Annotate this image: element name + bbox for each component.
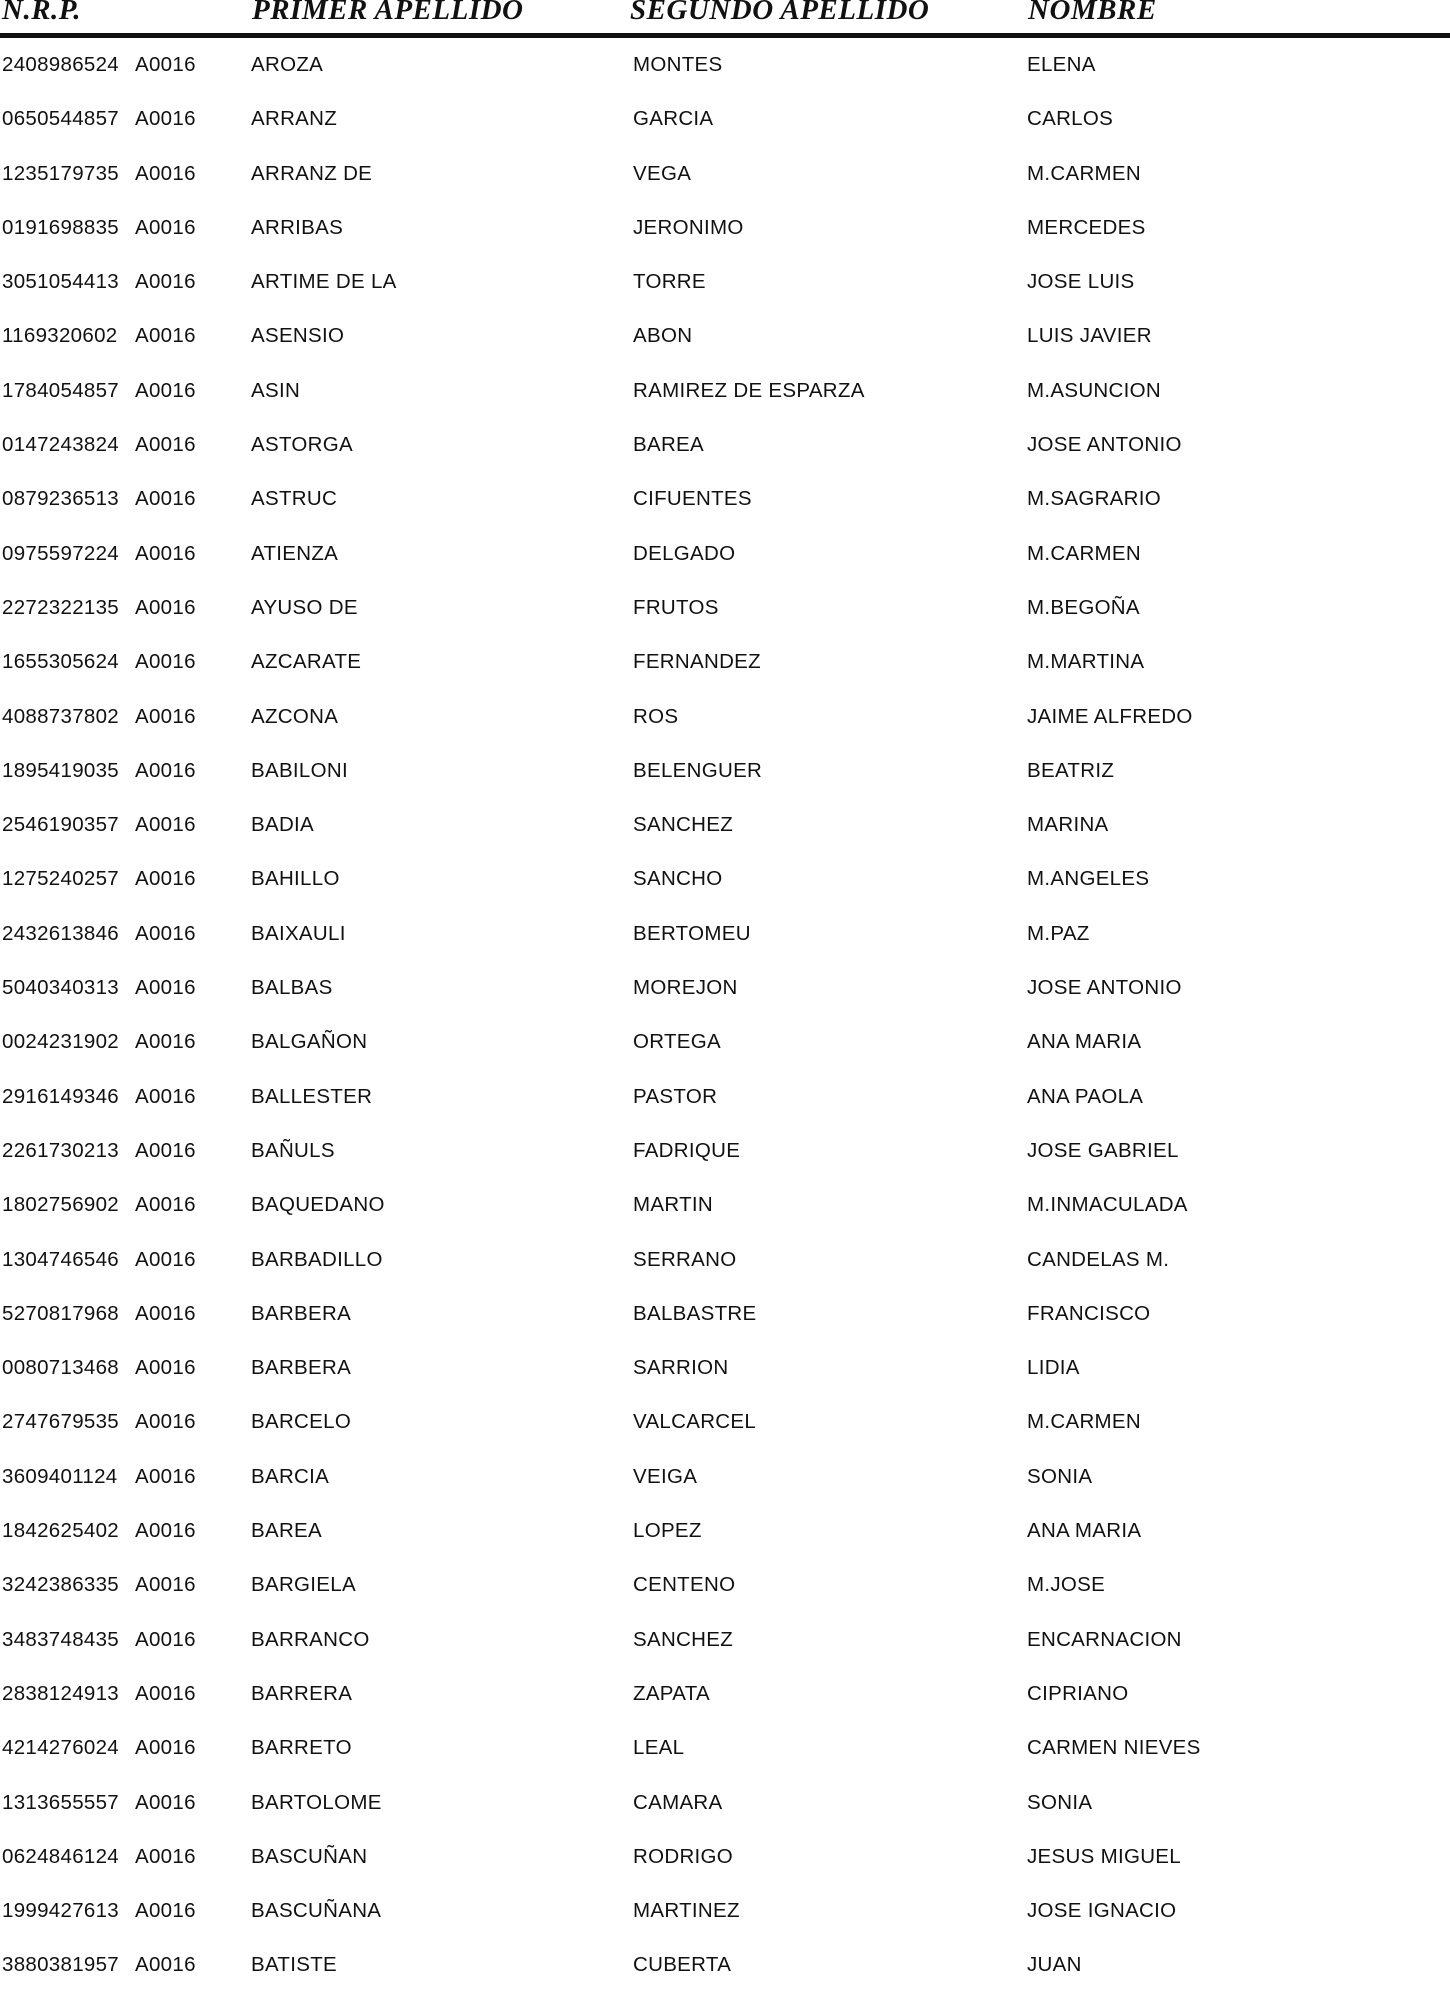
cell-primer-apellido: AZCARATE (251, 650, 362, 674)
cell-primer-apellido: ARRIBAS (251, 215, 344, 239)
cell-code: A0016 (135, 758, 196, 782)
cell-segundo-apellido: ABON (633, 324, 693, 348)
cell-code: A0016 (135, 161, 196, 185)
cell-segundo-apellido: MARTINEZ (633, 1899, 740, 1923)
cell-primer-apellido: BADIA (251, 813, 315, 837)
table-row (0, 808, 1450, 862)
cell-nrp: 0624846124 (2, 1844, 120, 1868)
cell-nombre: MERCEDES (1027, 215, 1146, 239)
cell-primer-apellido: ASENSIO (251, 324, 345, 348)
cell-primer-apellido: ASIN (251, 378, 301, 402)
cell-nrp: 4088737802 (2, 704, 120, 728)
table-row (0, 754, 1450, 808)
cell-nombre: MARINA (1027, 813, 1109, 837)
cell-primer-apellido: ARTIME DE LA (251, 270, 397, 294)
cell-nombre: M.PAZ (1027, 921, 1090, 945)
table-row (0, 1623, 1450, 1677)
cell-segundo-apellido: SANCHEZ (633, 813, 734, 837)
cell-segundo-apellido: MOREJON (633, 976, 738, 1000)
header-segundo-apellido: SEGUNDO APELLIDO (630, 0, 930, 26)
cell-nrp: 3880381957 (2, 1953, 120, 1977)
cell-segundo-apellido: LOPEZ (633, 1519, 702, 1543)
cell-code: A0016 (135, 1247, 196, 1271)
cell-primer-apellido: BARBERA (251, 1301, 352, 1325)
cell-primer-apellido: AYUSO DE (251, 595, 358, 619)
table-row (0, 1731, 1450, 1785)
cell-code: A0016 (135, 921, 196, 945)
table-row (0, 211, 1450, 265)
cell-primer-apellido: BASCUÑAN (251, 1844, 368, 1868)
cell-nrp: 2546190357 (2, 813, 120, 837)
cell-nombre: CARMEN NIEVES (1027, 1736, 1201, 1760)
cell-primer-apellido: AROZA (251, 53, 324, 76)
table-row (0, 428, 1450, 482)
cell-segundo-apellido: BELENGUER (633, 758, 763, 782)
cell-code: A0016 (135, 324, 196, 348)
cell-segundo-apellido: RODRIGO (633, 1844, 734, 1868)
cell-segundo-apellido: MARTIN (633, 1193, 714, 1217)
table-row (0, 265, 1450, 319)
cell-code: A0016 (135, 1301, 196, 1325)
cell-nrp: 1842625402 (2, 1519, 120, 1543)
cell-segundo-apellido: CAMARA (633, 1790, 723, 1814)
cell-nombre: CIPRIANO (1027, 1681, 1129, 1705)
cell-segundo-apellido: CIFUENTES (633, 487, 752, 511)
cell-segundo-apellido: SERRANO (633, 1247, 737, 1271)
cell-nombre: ANA PAOLA (1027, 1084, 1144, 1108)
cell-nombre: CARLOS (1027, 107, 1114, 131)
cell-nombre: M.BEGOÑA (1027, 595, 1140, 619)
table-row (0, 537, 1450, 591)
cell-nrp: 1235179735 (2, 161, 120, 185)
cell-code: A0016 (135, 867, 196, 891)
cell-nrp: 1784054857 (2, 378, 120, 402)
cell-segundo-apellido: SANCHO (633, 867, 723, 891)
cell-code: A0016 (135, 1899, 196, 1923)
cell-segundo-apellido: BAREA (633, 433, 704, 457)
cell-nombre: ANA MARIA (1027, 1519, 1142, 1543)
cell-nombre: JOSE LUIS (1027, 270, 1135, 294)
cell-nombre: FRANCISCO (1027, 1301, 1151, 1325)
header-nombre: NOMBRE (1028, 0, 1157, 26)
cell-code: A0016 (135, 976, 196, 1000)
cell-primer-apellido: ATIENZA (251, 541, 339, 565)
table-row (0, 1460, 1450, 1514)
cell-code: A0016 (135, 215, 196, 239)
cell-primer-apellido: BARBERA (251, 1356, 352, 1380)
cell-nombre: M.ANGELES (1027, 867, 1150, 891)
cell-nrp: 1895419035 (2, 758, 120, 782)
cell-code: A0016 (135, 270, 196, 294)
cell-code: A0016 (135, 1573, 196, 1597)
cell-code: A0016 (135, 1844, 196, 1868)
cell-code: A0016 (135, 595, 196, 619)
cell-code: A0016 (135, 53, 196, 76)
header-primer-apellido: PRIMER APELLIDO (252, 0, 524, 26)
cell-code: A0016 (135, 1084, 196, 1108)
table-row (0, 1405, 1450, 1459)
table-row (0, 917, 1450, 971)
cell-segundo-apellido: VEGA (633, 161, 692, 185)
cell-segundo-apellido: BERTOMEU (633, 921, 751, 945)
cell-primer-apellido: BARRANCO (251, 1627, 370, 1651)
header-rule (0, 33, 1450, 38)
cell-segundo-apellido: FRUTOS (633, 595, 719, 619)
cell-nombre: SONIA (1027, 1464, 1093, 1488)
cell-nrp: 1802756902 (2, 1193, 120, 1217)
table-row (0, 700, 1450, 754)
table-row (0, 48, 1450, 102)
table-row (0, 1080, 1450, 1134)
cell-nrp: 5040340313 (2, 976, 120, 1000)
cell-nombre: M.JOSE (1027, 1573, 1106, 1597)
cell-segundo-apellido: ZAPATA (633, 1681, 710, 1705)
cell-code: A0016 (135, 1410, 196, 1434)
cell-segundo-apellido: MONTES (633, 53, 723, 76)
cell-nrp: 3242386335 (2, 1573, 120, 1597)
cell-primer-apellido: BAÑULS (251, 1138, 335, 1162)
cell-nombre: CANDELAS M. (1027, 1247, 1170, 1271)
table-row (0, 1840, 1450, 1894)
cell-segundo-apellido: FADRIQUE (633, 1138, 741, 1162)
cell-code: A0016 (135, 650, 196, 674)
cell-code: A0016 (135, 487, 196, 511)
cell-segundo-apellido: JERONIMO (633, 215, 744, 239)
cell-segundo-apellido: DELGADO (633, 541, 736, 565)
table-row (0, 1514, 1450, 1568)
cell-primer-apellido: BARCIA (251, 1464, 330, 1488)
cell-primer-apellido: BARCELO (251, 1410, 352, 1434)
cell-nrp: 3609401124 (2, 1464, 118, 1488)
cell-nombre: BEATRIZ (1027, 758, 1115, 782)
table-row (0, 1351, 1450, 1405)
cell-primer-apellido: ASTORGA (251, 433, 353, 457)
table-row (0, 1297, 1450, 1351)
table-row (0, 1025, 1450, 1079)
cell-nombre: JOSE GABRIEL (1027, 1138, 1179, 1162)
cell-segundo-apellido: LEAL (633, 1736, 685, 1760)
cell-nrp: 0975597224 (2, 541, 120, 565)
cell-code: A0016 (135, 1790, 196, 1814)
cell-nrp: 4214276024 (2, 1736, 120, 1760)
cell-nombre: M.CARMEN (1027, 541, 1142, 565)
table-row (0, 102, 1450, 156)
table-row (0, 1948, 1450, 2002)
cell-segundo-apellido: ROS (633, 704, 679, 728)
cell-nrp: 0080713468 (2, 1356, 120, 1380)
cell-primer-apellido: ARRANZ (251, 107, 338, 131)
cell-code: A0016 (135, 378, 196, 402)
cell-nombre: M.CARMEN (1027, 1410, 1142, 1434)
table-row (0, 1894, 1450, 1948)
cell-code: A0016 (135, 1627, 196, 1651)
cell-primer-apellido: ARRANZ DE (251, 161, 373, 185)
cell-primer-apellido: BAIXAULI (251, 921, 346, 945)
cell-nrp: 2408986524 (2, 53, 120, 76)
cell-nrp: 0879236513 (2, 487, 120, 511)
table-row (0, 1188, 1450, 1242)
cell-primer-apellido: BAQUEDANO (251, 1193, 385, 1217)
cell-primer-apellido: BAREA (251, 1519, 322, 1543)
cell-code: A0016 (135, 1356, 196, 1380)
cell-nombre: M.INMACULADA (1027, 1193, 1188, 1217)
cell-code: A0016 (135, 541, 196, 565)
cell-primer-apellido: BARBADILLO (251, 1247, 383, 1271)
cell-nrp: 5270817968 (2, 1301, 120, 1325)
table-body (0, 48, 1450, 2003)
table-row (0, 482, 1450, 536)
table-row (0, 1568, 1450, 1622)
cell-code: A0016 (135, 1519, 196, 1543)
cell-nrp: 3051054413 (2, 270, 120, 294)
cell-code: A0016 (135, 1736, 196, 1760)
cell-nombre: JESUS MIGUEL (1027, 1844, 1181, 1868)
cell-primer-apellido: BALGAÑON (251, 1030, 368, 1054)
table-row (0, 591, 1450, 645)
cell-nrp: 1304746546 (2, 1247, 120, 1271)
cell-segundo-apellido: CUBERTA (633, 1953, 732, 1977)
cell-code: A0016 (135, 1464, 196, 1488)
cell-nrp: 2747679535 (2, 1410, 120, 1434)
cell-segundo-apellido: PASTOR (633, 1084, 718, 1108)
table-row (0, 971, 1450, 1025)
cell-nombre: JOSE ANTONIO (1027, 433, 1182, 457)
table-row (0, 1677, 1450, 1731)
cell-code: A0016 (135, 1193, 196, 1217)
cell-nombre: JOSE IGNACIO (1027, 1899, 1177, 1923)
cell-nrp: 0147243824 (2, 433, 120, 457)
cell-nrp: 2838124913 (2, 1681, 120, 1705)
cell-primer-apellido: BASCUÑANA (251, 1899, 382, 1923)
cell-nombre: ENCARNACION (1027, 1627, 1182, 1651)
cell-segundo-apellido: TORRE (633, 270, 706, 294)
table-row (0, 862, 1450, 916)
table-row (0, 319, 1450, 373)
cell-primer-apellido: BALLESTER (251, 1084, 373, 1108)
cell-code: A0016 (135, 704, 196, 728)
cell-code: A0016 (135, 1681, 196, 1705)
cell-segundo-apellido: GARCIA (633, 107, 714, 131)
cell-nombre: JUAN (1027, 1953, 1082, 1977)
cell-nombre: M.MARTINA (1027, 650, 1145, 674)
cell-segundo-apellido: ORTEGA (633, 1030, 721, 1054)
cell-primer-apellido: ASTRUC (251, 487, 338, 511)
cell-segundo-apellido: VALCARCEL (633, 1410, 757, 1434)
cell-nombre: ELENA (1027, 53, 1096, 76)
cell-segundo-apellido: VEIGA (633, 1464, 698, 1488)
cell-code: A0016 (135, 1030, 196, 1054)
cell-nrp: 2916149346 (2, 1084, 120, 1108)
cell-nombre: M.SAGRARIO (1027, 487, 1161, 511)
cell-nrp: 1275240257 (2, 867, 120, 891)
cell-primer-apellido: BALBAS (251, 976, 333, 1000)
cell-nrp: 2261730213 (2, 1138, 120, 1162)
cell-code: A0016 (135, 107, 196, 131)
cell-nrp: 1655305624 (2, 650, 120, 674)
cell-nombre: M.ASUNCION (1027, 378, 1161, 402)
cell-primer-apellido: BARRETO (251, 1736, 352, 1760)
cell-nombre: ANA MARIA (1027, 1030, 1142, 1054)
cell-nrp: 3483748435 (2, 1627, 120, 1651)
cell-nrp: 0650544857 (2, 107, 120, 131)
cell-segundo-apellido: SARRION (633, 1356, 729, 1380)
table-row (0, 1786, 1450, 1840)
cell-segundo-apellido: BALBASTRE (633, 1301, 757, 1325)
cell-nombre: JOSE ANTONIO (1027, 976, 1182, 1000)
cell-nrp: 0191698835 (2, 215, 120, 239)
cell-nrp: 2432613846 (2, 921, 120, 945)
cell-nrp: 1999427613 (2, 1899, 120, 1923)
cell-code: A0016 (135, 1953, 196, 1977)
cell-segundo-apellido: CENTENO (633, 1573, 736, 1597)
table-row (0, 374, 1450, 428)
cell-segundo-apellido: FERNANDEZ (633, 650, 761, 674)
cell-nombre: LUIS JAVIER (1027, 324, 1152, 348)
table-header (0, 0, 1450, 34)
header-nrp: N.R.P. (2, 0, 82, 26)
cell-nrp: 2272322135 (2, 595, 120, 619)
table-row (0, 645, 1450, 699)
cell-code: A0016 (135, 813, 196, 837)
table-row (0, 1134, 1450, 1188)
table-row (0, 1243, 1450, 1297)
cell-primer-apellido: BARTOLOME (251, 1790, 382, 1814)
cell-code: A0016 (135, 1138, 196, 1162)
cell-primer-apellido: BABILONI (251, 758, 348, 782)
cell-segundo-apellido: RAMIREZ DE ESPARZA (633, 378, 865, 402)
cell-nombre: LIDIA (1027, 1356, 1080, 1380)
cell-segundo-apellido: SANCHEZ (633, 1627, 734, 1651)
cell-code: A0016 (135, 433, 196, 457)
cell-primer-apellido: BAHILLO (251, 867, 340, 891)
cell-nrp: 1169320602 (2, 324, 118, 348)
cell-primer-apellido: BARGIELA (251, 1573, 356, 1597)
cell-nrp: 0024231902 (2, 1030, 120, 1054)
cell-primer-apellido: BARRERA (251, 1681, 353, 1705)
cell-primer-apellido: AZCONA (251, 704, 339, 728)
cell-primer-apellido: BATISTE (251, 1953, 338, 1977)
cell-nombre: M.CARMEN (1027, 161, 1142, 185)
cell-nrp: 1313655557 (2, 1790, 120, 1814)
cell-nombre: JAIME ALFREDO (1027, 704, 1193, 728)
table-row (0, 157, 1450, 211)
cell-nombre: SONIA (1027, 1790, 1093, 1814)
